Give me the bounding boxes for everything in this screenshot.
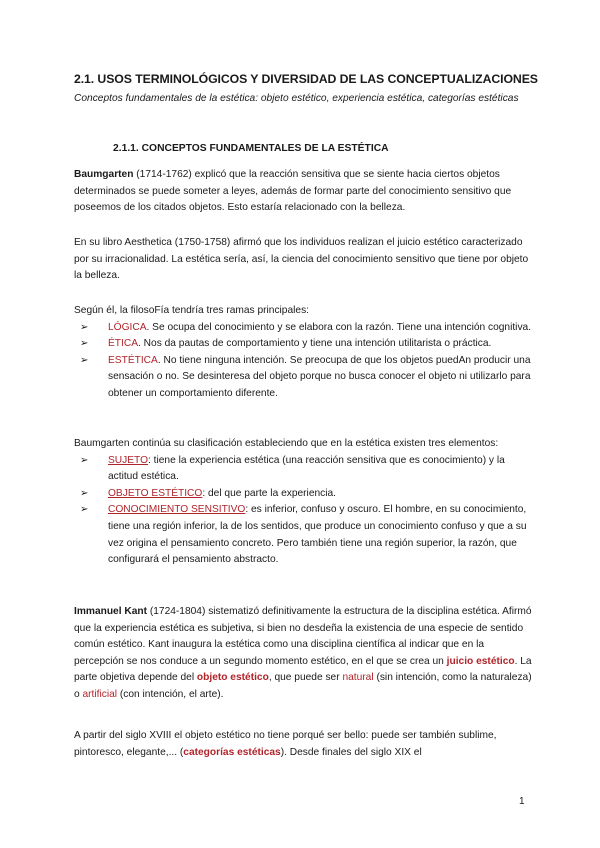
paragraph-text: (sin intención, como la naturaleza) o — [74, 672, 532, 700]
branch-term: LÓGICA — [108, 321, 147, 333]
branch-term: ÉTICA — [108, 338, 139, 350]
paragraph-text: . La parte objetiva depende del — [74, 655, 532, 684]
paragraph-text: , que puede ser — [268, 672, 343, 684]
paragraph-text: A partir del siglo XVIII el objeto estético no tiene porqué ser bello: puede ser también sublime, pintoresco, elegante,... ( — [74, 730, 497, 758]
arrow-bullet-icon: ➢ — [80, 454, 89, 466]
branch-text: . No tiene ninguna intención. Se preocupa de que los objetos puedAn producir una sensación o no. Se desinteresa del objeto porque no busca conocer el objeto ni utilizarlo para obtener un comportamiento diferente. — [108, 354, 531, 399]
element-text: : tiene la experiencia estética (una reacción sensitiva que es conocimiento) y la actitud estética. — [108, 454, 505, 483]
paragraph-categories — [74, 728, 534, 761]
arrow-bullet-icon: ➢ — [80, 354, 89, 366]
paragraph-text: ). Desde finales del siglo XIX el — [280, 746, 422, 758]
element-text: : es inferior, confuso y oscuro. El hombre, en su conocimiento, tiene una región inferior, la de los sentidos, que produce un conocimiento confuso y que a su vez origina el pensamiento concreto. Pero también tiene una región superior, la razón, que configurará el pensamiento abstracto. — [108, 504, 527, 566]
branch-text: . Se ocupa del conocimiento y se elabora con la razón. Tiene una intención cognitiva. — [146, 321, 532, 333]
paragraph-elements — [74, 436, 534, 569]
list-item — [74, 353, 534, 403]
paragraph-text: (con intención, el arte). — [117, 688, 224, 700]
author-name: Baumgarten — [74, 169, 134, 180]
list-item — [74, 486, 534, 503]
branches-list — [74, 320, 534, 403]
author-name: Immanuel Kant — [74, 606, 148, 617]
page-number: 1 — [519, 796, 525, 807]
branch-text: . Nos da pautas de comportamiento y tiene una intención utilitarista o práctica. — [138, 338, 492, 350]
key-term: categorías estéticas — [183, 746, 281, 758]
paragraph-branches — [74, 303, 534, 403]
element-term: SUJETO — [108, 454, 149, 466]
branches-intro: Según él, la filosoFía tendría tres ramas principales: — [74, 305, 309, 316]
key-term: juicio estético — [446, 655, 515, 667]
paragraph-text: (1714-1762) explicó que la reacción sensitiva que se siente hacia ciertos objetos determinados se puede someter a leyes, además de formar parte del conocimiento sensitivo que poseemos de los citados objetos. Esto estaría relacionado con la belleza. — [74, 169, 512, 214]
branch-term: ESTÉTICA — [108, 354, 158, 366]
element-term: OBJETO ESTÉTICO — [108, 487, 203, 499]
arrow-bullet-icon: ➢ — [80, 487, 89, 499]
paragraph-aesthetica: En su libro Aesthetica (1750-1758) afirmó que los individuos realizan el juicio estético caracterizado por su irracionalidad. La estética sería, así, la ciencia del conocimiento sensitivo que tiene por objeto la belleza. — [74, 237, 529, 282]
element-term: CONOCIMIENTO SENSITIVO — [108, 504, 246, 516]
elements-list — [74, 453, 534, 569]
key-term: natural — [342, 672, 374, 684]
elements-intro: Baumgarten continúa su clasificación estableciendo que en la estética existen tres elementos: — [74, 438, 499, 449]
paragraph-kant — [74, 604, 534, 704]
list-item — [74, 502, 534, 568]
paragraph-text: (1724-1804) sistematizó definitivamente la estructura de la disciplina estética. Afirmó que la experiencia estética es subjetiva, si bien no desdeña la existencia de una especie de sentido común estético. Kant inaugura la estética como una disciplina científica al indicar que en la percepción se nos conduce a un segundo momento estético, en el que se crea un — [74, 606, 532, 667]
arrow-bullet-icon: ➢ — [80, 504, 89, 516]
element-text: : del que parte la experiencia. — [202, 487, 336, 499]
section-heading: 2.1.1. CONCEPTOS FUNDAMENTALES DE LA ESTÉTICA — [113, 143, 389, 154]
paragraph-baumgarten — [74, 167, 534, 217]
key-term: artificial — [82, 688, 118, 700]
arrow-bullet-icon: ➢ — [80, 321, 89, 333]
list-item — [74, 453, 534, 486]
list-item — [74, 336, 534, 353]
arrow-bullet-icon: ➢ — [80, 338, 89, 350]
list-item — [74, 320, 534, 337]
page-title: 2.1. USOS TERMINOLÓGICOS Y DIVERSIDAD DE LAS CONCEPTUALIZACIONES — [74, 72, 538, 86]
page-subtitle: Conceptos fundamentales de la estética: objeto estético, experiencia estética, categorías estéticas — [74, 93, 519, 104]
key-term: objeto estético — [196, 672, 269, 684]
